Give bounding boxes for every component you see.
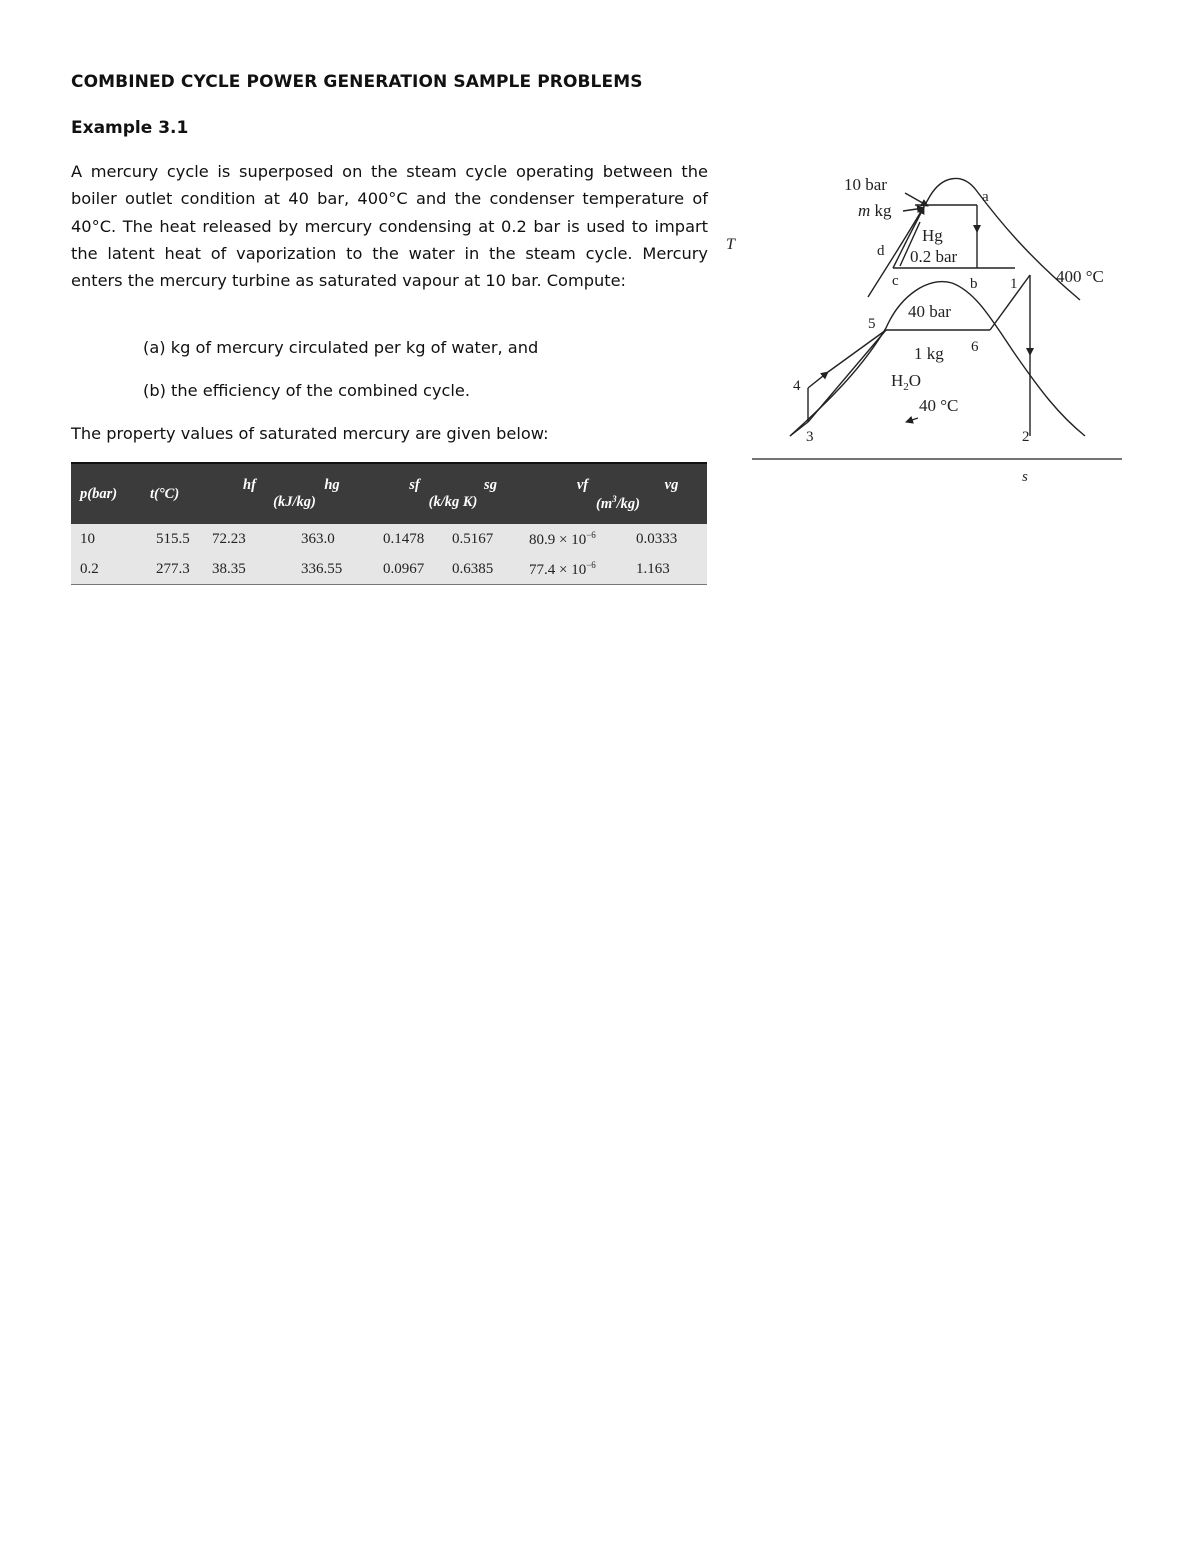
- question-item-b: (b) the efficiency of the combined cycle.: [143, 381, 471, 400]
- problem-statement: A mercury cycle is superposed on the steam cycle operating between the boiler outlet condition at 40 bar, 400°C and the condenser temperature of 40°C. The heat released by mercury condensing at 0.2 bar is used to impart the latent heat of vaporization to the water in the steam cycle. Mercury enters the mercury turbine as saturated vapour at 10 bar. Compute:: [71, 162, 708, 291]
- col-header-hf: hf: [212, 463, 287, 494]
- point-label-6: 6: [971, 339, 979, 355]
- point-label-2: 2: [1022, 429, 1030, 445]
- cell-pressure: 0.2: [71, 554, 150, 585]
- leader-10bar: [905, 193, 928, 206]
- cell-sf: 0.0967: [377, 554, 452, 585]
- table-intro: The property values of saturated mercury are given below:: [71, 424, 549, 443]
- label-40c: 40 °C: [919, 396, 959, 415]
- mercury-property-table: [71, 462, 707, 585]
- point-label-b: b: [970, 276, 978, 292]
- point-label-a: a: [982, 189, 989, 205]
- point-label-d: d: [877, 243, 885, 259]
- line-4-arrow: [808, 372, 828, 388]
- col-header-hg: hg: [287, 463, 377, 494]
- example-title: Example 3.1: [71, 118, 189, 138]
- label-400c: 400 °C: [1056, 267, 1104, 286]
- label-mkg: m kg: [858, 201, 892, 220]
- cell-hf: 38.35: [212, 554, 287, 585]
- cell-hg: 336.55: [287, 554, 377, 585]
- table-row: [71, 524, 707, 554]
- units-enthalpy: (kJ/kg): [212, 494, 377, 524]
- units-volume: $(m^3/kg)$: [529, 494, 707, 524]
- table-header-row: [71, 463, 707, 494]
- t-s-diagram: [726, 170, 1130, 490]
- document-heading: COMBINED CYCLE POWER GENERATION SAMPLE PROBLEMS: [71, 72, 643, 92]
- col-header-sf: sf: [377, 463, 452, 494]
- col-header-vg: vg: [636, 463, 707, 494]
- question-item-a: (a) kg of mercury circulated per kg of water, and: [143, 338, 539, 357]
- cell-sf: 0.1478: [377, 524, 452, 554]
- label-10bar: 10 bar: [844, 175, 887, 194]
- col-header-sg: sg: [452, 463, 529, 494]
- cell-sg: 0.5167: [452, 524, 529, 554]
- col-header-pressure: p(bar): [71, 463, 150, 524]
- units-entropy: (k/kg K): [377, 494, 529, 524]
- leader-40c: [906, 418, 918, 422]
- point-label-1: 1: [1010, 276, 1018, 292]
- table-row: [71, 554, 707, 585]
- cell-vg: 0.0333: [636, 524, 707, 554]
- col-header-temperature: t(°C): [150, 463, 212, 524]
- cell-vf: $80.9 \times 10^{-6}$: [529, 524, 636, 554]
- cell-temperature: 515.5: [150, 524, 212, 554]
- label-02bar: 0.2 bar: [910, 247, 958, 266]
- cell-hf: 72.23: [212, 524, 287, 554]
- cell-sg: 0.6385: [452, 554, 529, 585]
- label-hg: Hg: [922, 226, 943, 245]
- line-3-5-long: [808, 330, 886, 422]
- axis-label-t: T: [726, 236, 735, 253]
- point-label-c: c: [892, 273, 899, 289]
- axis-label-s: s: [1022, 469, 1028, 485]
- cell-pressure: 10: [71, 524, 150, 554]
- line-4-5: [828, 330, 886, 372]
- label-h2o: $H_2O$: [891, 371, 922, 393]
- point-label-3: 3: [806, 429, 814, 445]
- point-label-5: 5: [868, 316, 876, 332]
- label-40bar: 40 bar: [908, 302, 951, 321]
- point-label-4: 4: [793, 378, 801, 394]
- cell-vf: $77.4 \times 10^{-6}$: [529, 554, 636, 585]
- cell-temperature: 277.3: [150, 554, 212, 585]
- cell-vg: 1.163: [636, 554, 707, 585]
- label-1kg: 1 kg: [914, 344, 944, 363]
- cell-hg: 363.0: [287, 524, 377, 554]
- col-header-vf: vf: [529, 463, 636, 494]
